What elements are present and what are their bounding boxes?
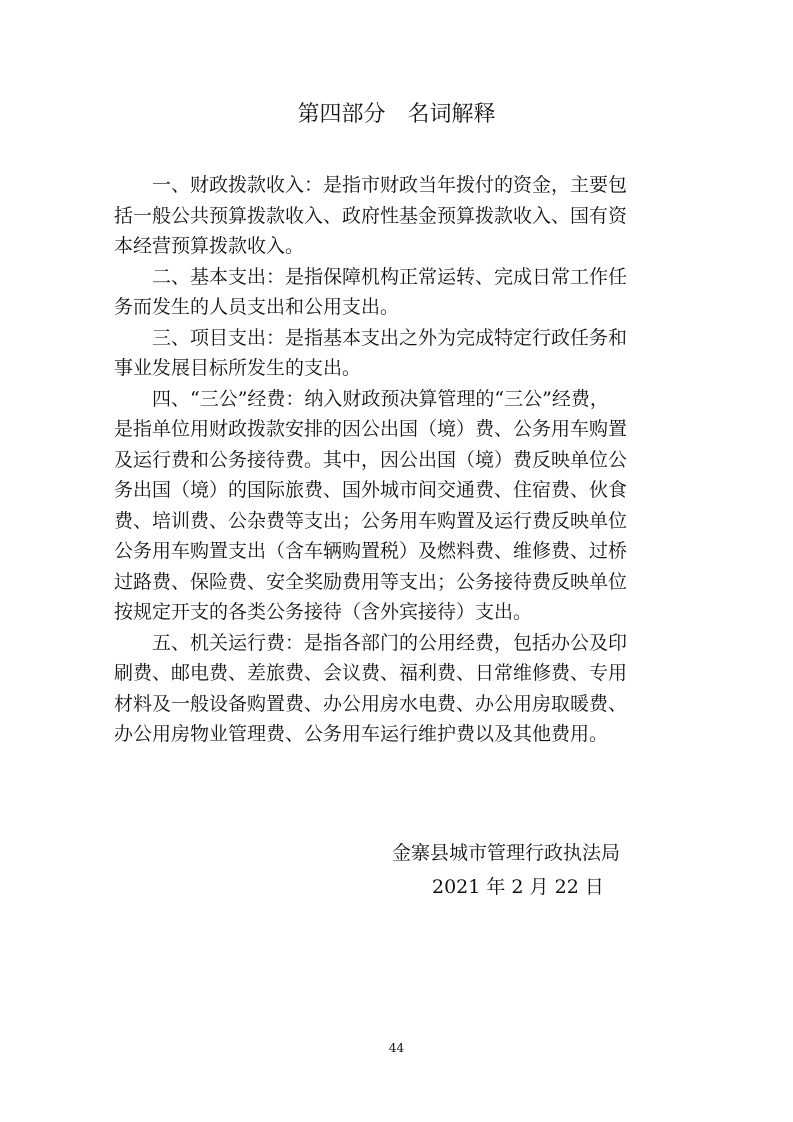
paragraph-basic-expenditure: [114, 262, 684, 323]
paragraph-line: 事业发展目标所发生的支出。: [114, 357, 362, 379]
paragraph-line: 过路费、保险费、安全奖励费用等支出；公务接待费反映单位: [114, 570, 628, 593]
paragraph-line: 务出国（境）的国际旅费、国外城市间交通费、住宿费、伙食: [114, 479, 628, 501]
signature-organization: 金寨县城市管理行政执法局: [392, 842, 621, 864]
page-title: 第四部分 名词解释: [297, 102, 496, 127]
paragraph-line: 材料及一般设备购置费、办公用房水电费、办公用房取暖费、: [114, 692, 628, 715]
paragraph-three-public-expenses: [114, 384, 684, 628]
paragraph-line: 务而发生的人员支出和公用支出。: [114, 296, 400, 318]
paragraph-line: 三、项目支出：是指基本支出之外为完成特定行政任务和: [114, 326, 628, 349]
paragraph-project-expenditure: [114, 323, 684, 384]
paragraph-line: 一、财政拨款收入：是指市财政当年拨付的资金，主要包: [114, 174, 628, 196]
paragraph-line: 按规定开支的各类公务接待（含外宾接待）支出。: [114, 601, 533, 623]
paragraph-line: 括一般公共预算拨款收入、政府性基金预算拨款收入、国有资: [114, 204, 628, 227]
document-body: [114, 170, 684, 750]
paragraph-line: 五、机关运行费：是指各部门的公用经费，包括办公及印: [114, 631, 628, 654]
paragraph-line: 公务用车购置支出（含车辆购置税）及燃料费、维修费、过桥: [114, 540, 628, 562]
paragraph-agency-operating-expenses: [114, 628, 684, 750]
paragraph-line: 二、基本支出：是指保障机构正常运转、完成日常工作任: [114, 265, 628, 288]
paragraph-line: 及运行费和公务接待费。其中，因公出国（境）费反映单位公: [114, 448, 628, 471]
paragraph-line: 是指单位用财政拨款安排的因公出国（境）费、公务用车购置: [114, 418, 628, 440]
paragraph-fiscal-appropriation-income: [114, 170, 684, 262]
page-number: 44: [388, 1041, 405, 1055]
paragraph-line: 费、培训费、公杂费等支出；公务用车购置及运行费反映单位: [114, 509, 628, 532]
paragraph-line: 刷费、邮电费、差旅费、会议费、福利费、日常维修费、专用: [114, 662, 628, 684]
paragraph-line: 四、“三公”经费：纳入财政预决算管理的“三公”经费，: [114, 387, 609, 410]
signature-date: 2021 年 2 月 22 日: [432, 876, 604, 898]
paragraph-line: 本经营预算拨款收入。: [114, 235, 305, 257]
paragraph-line: 办公用房物业管理费、公务用车运行维护费以及其他费用。: [114, 723, 609, 745]
